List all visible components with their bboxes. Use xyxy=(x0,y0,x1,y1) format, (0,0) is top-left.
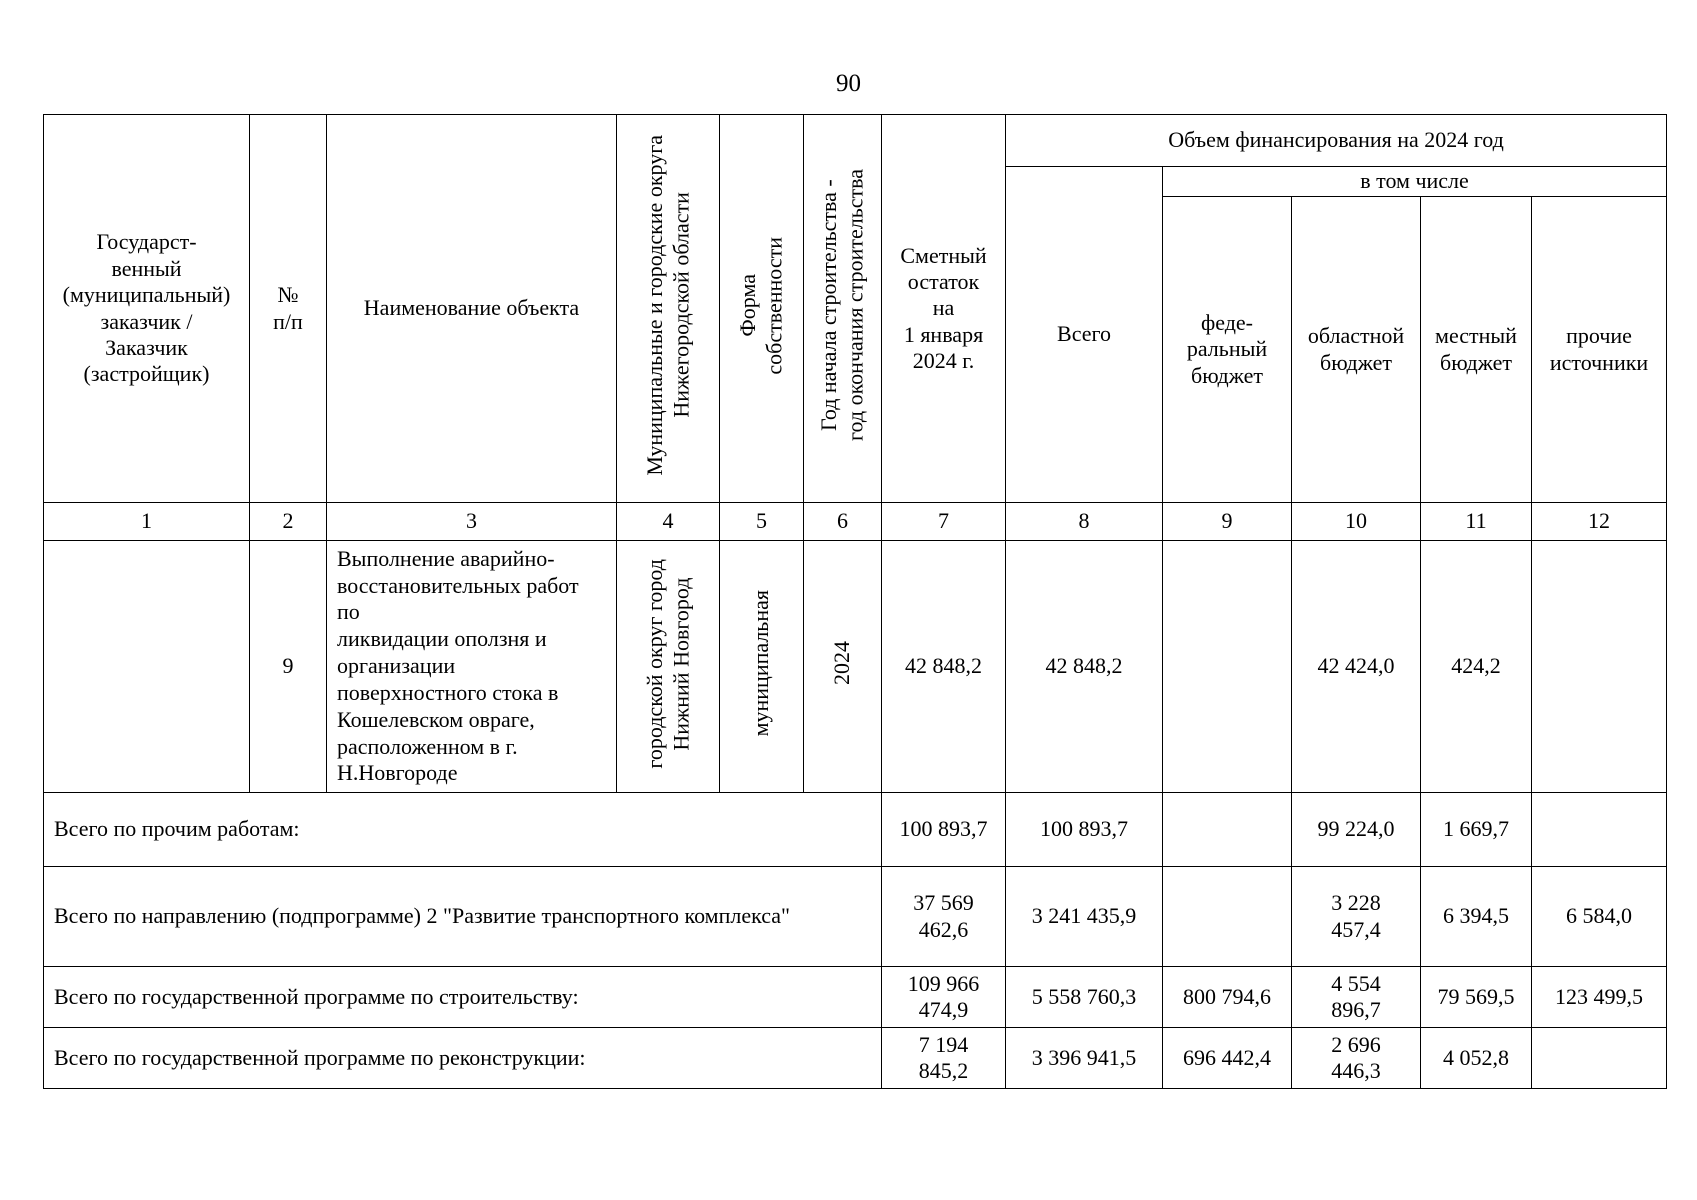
header-object-name-text: Наименование объекта xyxy=(363,295,580,321)
total-regional-text: 4 554 896,7 xyxy=(1331,970,1381,1022)
object-number: 9 xyxy=(250,541,327,793)
total-federal xyxy=(1163,793,1292,867)
total-other: 6 584,0 xyxy=(1532,867,1667,967)
header-federal xyxy=(1163,197,1292,503)
object-municipality xyxy=(617,541,720,793)
total-local: 6 394,5 xyxy=(1421,867,1532,967)
column-number: 9 xyxy=(1163,503,1292,541)
object-years xyxy=(804,541,882,793)
total-estimated-balance xyxy=(882,967,1006,1028)
total-regional xyxy=(1292,967,1421,1028)
total-regional-text: 3 228 457,4 xyxy=(1331,890,1381,942)
object-regional: 42 424,0 xyxy=(1292,541,1421,793)
object-ownership xyxy=(720,541,804,793)
header-financing-title: Объем финансирования на 2024 год xyxy=(1006,115,1667,167)
header-other xyxy=(1532,197,1667,503)
column-number: 2 xyxy=(250,503,327,541)
header-customer xyxy=(44,115,250,503)
total-row xyxy=(44,867,1667,967)
column-number: 11 xyxy=(1421,503,1532,541)
total-total: 5 558 760,3 xyxy=(1006,967,1163,1028)
column-number: 12 xyxy=(1532,503,1667,541)
object-municipality-text: городской округ город Нижний Новгород xyxy=(641,558,693,769)
page-number: 90 xyxy=(836,70,861,97)
header-local-text: местный бюджет xyxy=(1435,323,1517,375)
header-estimated-balance xyxy=(882,115,1006,503)
column-numbers-row xyxy=(44,503,1667,541)
header-years-text: Год начала строительства - год окончания строительства xyxy=(816,169,868,442)
total-estimated-balance-text: 109 966 474,9 xyxy=(907,970,980,1022)
total-row xyxy=(44,1028,1667,1089)
object-customer xyxy=(44,541,250,793)
total-label: Всего по государственной программе по строительству: xyxy=(44,967,882,1028)
object-ownership-text: муниципальная xyxy=(748,590,774,737)
total-federal: 696 442,4 xyxy=(1163,1028,1292,1089)
total-local: 4 052,8 xyxy=(1421,1028,1532,1089)
total-total: 3 241 435,9 xyxy=(1006,867,1163,967)
total-estimated-balance xyxy=(882,1028,1006,1089)
header-municipality xyxy=(617,115,720,503)
object-local: 424,2 xyxy=(1421,541,1532,793)
total-local: 1 669,7 xyxy=(1421,793,1532,867)
column-number: 5 xyxy=(720,503,804,541)
total-total: 100 893,7 xyxy=(1006,793,1163,867)
total-regional-text: 99 224,0 xyxy=(1317,816,1395,842)
object-federal xyxy=(1163,541,1292,793)
column-number: 4 xyxy=(617,503,720,541)
header-municipality-text: Муниципальные и городские округа Нижегородской области xyxy=(641,134,693,476)
total-row xyxy=(44,793,1667,867)
column-number: 6 xyxy=(804,503,882,541)
total-estimated-balance xyxy=(882,867,1006,967)
object-estimated-balance: 42 848,2 xyxy=(882,541,1006,793)
header-total: Всего xyxy=(1006,167,1163,503)
header-ownership-text: Форма собственности xyxy=(735,236,787,375)
header-other-text: прочие источники xyxy=(1549,323,1649,375)
object-years-text: 2024 xyxy=(829,641,855,686)
total-local: 79 569,5 xyxy=(1421,967,1532,1028)
header-regional-text: областной бюджет xyxy=(1307,323,1405,375)
total-federal: 800 794,6 xyxy=(1163,967,1292,1028)
total-other xyxy=(1532,1028,1667,1089)
object-name xyxy=(327,541,617,793)
total-label: Всего по прочим работам: xyxy=(44,793,882,867)
column-number: 7 xyxy=(882,503,1006,541)
column-number: 10 xyxy=(1292,503,1421,541)
total-other: 123 499,5 xyxy=(1532,967,1667,1028)
header-object-name xyxy=(327,115,617,503)
total-regional-text: 2 696 446,3 xyxy=(1331,1031,1381,1083)
total-total: 3 396 941,5 xyxy=(1006,1028,1163,1089)
total-regional xyxy=(1292,867,1421,967)
object-name-text: Выполнение аварийно- восстановительных работ по ликвидации оползня и организации поверхностного стока в Кошелевском овраге, расположенном в г. Н.Новгороде xyxy=(337,545,579,786)
header-regional xyxy=(1292,197,1421,503)
header-federal-text: феде- ральный бюджет xyxy=(1186,309,1268,388)
object-other xyxy=(1532,541,1667,793)
header-customer-text: Государст- венный (муниципальный) заказчик / Заказчик (застройщик) xyxy=(62,229,231,387)
column-number: 1 xyxy=(44,503,250,541)
total-estimated-balance-text: 7 194 845,2 xyxy=(918,1031,969,1083)
total-estimated-balance xyxy=(882,793,1006,867)
total-regional xyxy=(1292,793,1421,867)
column-number: 3 xyxy=(327,503,617,541)
total-estimated-balance-text: 100 893,7 xyxy=(899,816,988,842)
total-label: Всего по государственной программе по реконструкции: xyxy=(44,1028,882,1089)
header-local xyxy=(1421,197,1532,503)
header-estimated-balance-text: Сметный остаток на 1 января 2024 г. xyxy=(900,242,987,374)
total-label: Всего по направлению (подпрограмме) 2 "Развитие транспортного комплекса" xyxy=(44,867,882,967)
total-estimated-balance-text: 37 569 462,6 xyxy=(913,890,974,942)
total-row xyxy=(44,967,1667,1028)
header-including: в том числе xyxy=(1163,167,1667,197)
financing-table xyxy=(43,114,1667,1089)
header-number xyxy=(250,115,327,503)
object-row xyxy=(44,541,1667,793)
column-number: 8 xyxy=(1006,503,1163,541)
total-other xyxy=(1532,793,1667,867)
object-total: 42 848,2 xyxy=(1006,541,1163,793)
total-federal xyxy=(1163,867,1292,967)
total-regional xyxy=(1292,1028,1421,1089)
header-number-text: № п/п xyxy=(273,282,303,334)
header-ownership xyxy=(720,115,804,503)
header-years xyxy=(804,115,882,503)
